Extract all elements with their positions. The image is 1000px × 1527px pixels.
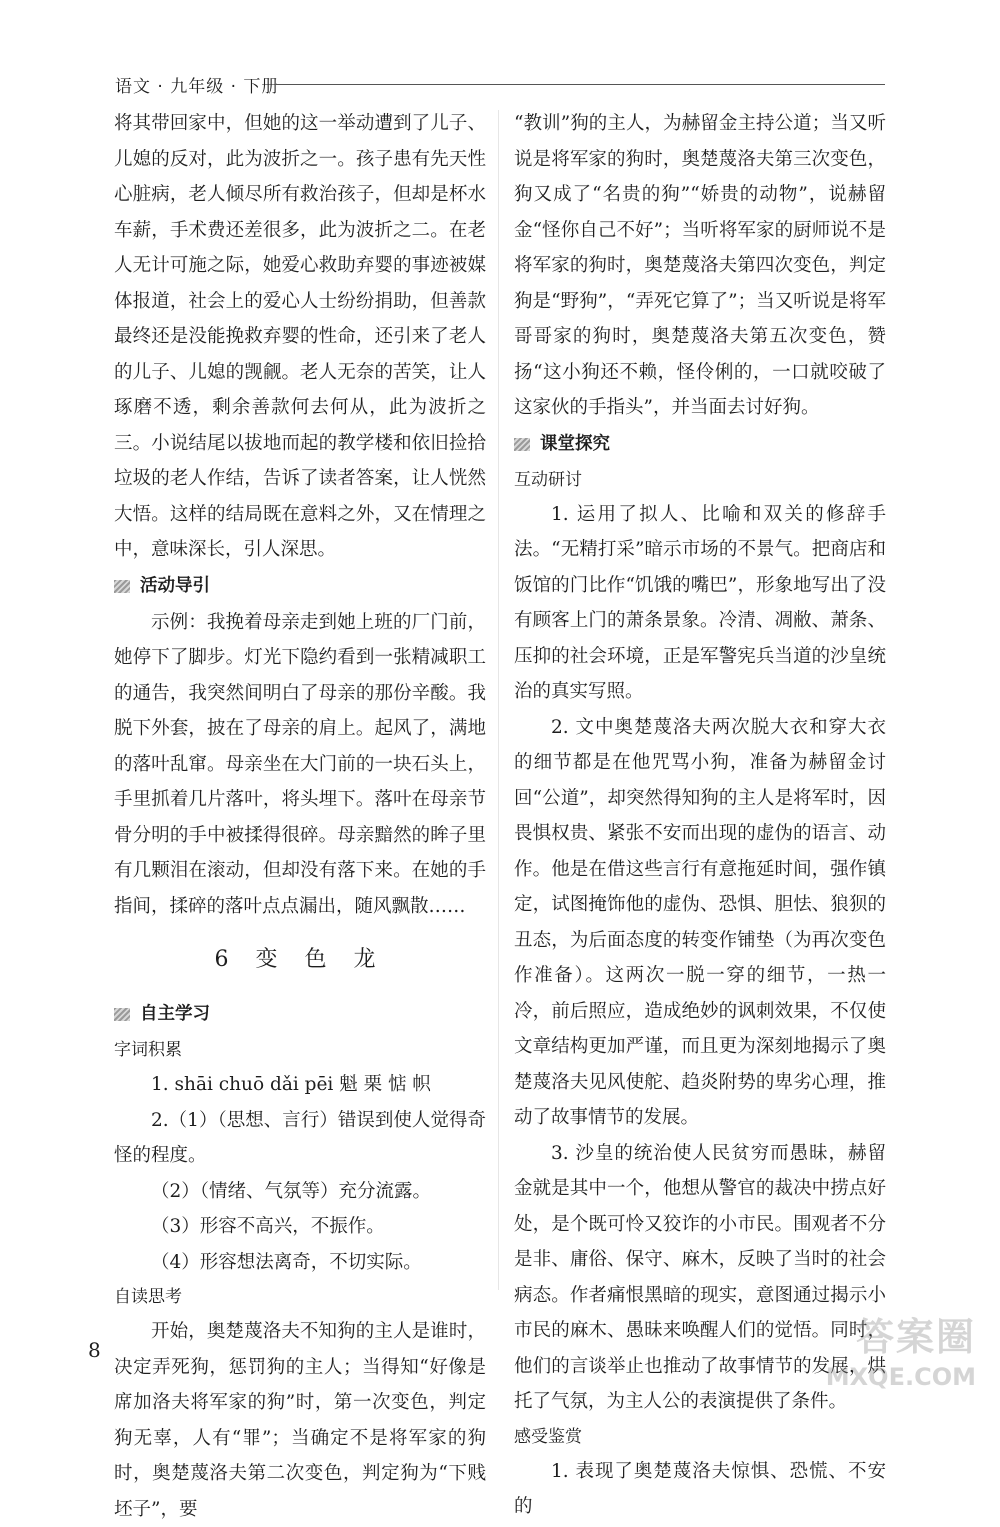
- column-divider: [498, 110, 499, 1290]
- activity-heading: [114, 568, 486, 605]
- watermark-url: MXQE.COM: [825, 1363, 976, 1391]
- watermark-logo: 答案圈: [855, 1315, 976, 1359]
- class-heading: [514, 426, 886, 463]
- discussion-item: 1. 运用了拟人、比喻和双关的修辞手法。“无精打采”暗示市场的不景气。把商店和饭馆的门比作“饥饿的嘴巴”，形象地写出了没有顾客上门的萧条景象。冷清、凋敝、萧条、压抑的社会环境，正是军警宪兵当道的沙皇统治的真实写照。: [514, 503, 886, 702]
- left-column: [114, 106, 486, 1520]
- page-number: 8: [88, 1338, 101, 1362]
- reading-paragraph: 开始，奥楚蔑洛夫不知狗的主人是谁时，决定弄死狗，惩罚狗的主人；当得知“好像是席加洛夫将军家的狗”时，第一次变色，判定狗无辜，人有“罪”；当确定不是将军家的狗时，奥楚蔑洛夫第二次变色，判定狗为“下贱坯子”，要: [114, 1321, 486, 1520]
- class-heading-label: 课堂探究: [540, 433, 610, 454]
- header-title: 语文 · 九年级 · 下册: [115, 77, 280, 97]
- watermark: [806, 1312, 976, 1396]
- continued-paragraph: “教训”狗的主人，为赫留金主持公道；当又听说是将军家的狗时，奥楚蔑洛夫第三次变色，狗又成了“名贵的狗”“娇贵的动物”，说赫留金“怪你自己不好”；当听将军家的厨师说不是将军家的狗时，奥楚蔑洛夫第四次变色，判定狗是“野狗”，“弄死它算了”；当又听说是将军哥哥家的狗时，奥楚蔑洛夫第五次变色，赞扬“这小狗还不赖，怪伶俐的，一口就咬破了这家伙的手指头”，并当面去讨好狗。: [514, 113, 886, 418]
- activity-heading-label: 活动导引: [140, 575, 210, 596]
- vocab-item: 2.（1）（思想、言行）错误到使人觉得奇怪的程度。: [114, 1109, 486, 1166]
- activity-paragraph: 示例：我挽着母亲走到她上班的厂门前，她停下了脚步。灯光下隐约看到一张精减职工的通告，我突然间明白了母亲的那份辛酸。我脱下外套，披在了母亲的肩上。起风了，满地的落叶乱窜。母亲坐在大门前的一块石头上，手里抓着几片落叶，将头埋下。落叶在母亲节骨分明的手中被揉得很碎。母亲黯然的眸子里有几颗泪在滚动，但却没有落下来。在她的手指间，揉碎的落叶点点漏出，随风飘散……: [114, 611, 486, 917]
- section-marker-icon: [114, 1008, 130, 1021]
- section-marker-icon: [114, 580, 130, 593]
- page-header: [115, 70, 885, 100]
- right-column: [514, 106, 886, 1517]
- discussion-item: 3. 沙皇的统治使人民贫穷而愚昧，赫留金就是其中一个，他想从警官的裁决中捞点好处，是个既可怜又狡诈的小市民。围观者不分是非、庸俗、保守、麻木，反映了当时的社会病态。作者痛恨黑暗的现实，意图通过揭示小市民的麻木、愚昧来唤醒人们的觉悟。同时，他们的言谈举止也推动了故事情节的发展，烘托了气氛，为主人公的表演提供了条件。: [514, 1142, 886, 1412]
- discussion-heading: 互动研讨: [514, 469, 582, 490]
- vocab-item: （3）形容不高兴，不振作。: [151, 1216, 385, 1237]
- reading-heading: 自读思考: [114, 1287, 182, 1307]
- appreciation-heading: 感受鉴赏: [514, 1426, 582, 1447]
- vocab-item: （4）形容想法离奇，不切实际。: [151, 1251, 422, 1273]
- vocab-heading: 字词积累: [114, 1040, 182, 1060]
- intro-paragraph: 将其带回家中，但她的这一举动遭到了儿子、儿媳的反对，此为波折之一。孩子患有先天性心脏病，老人倾尽所有救治孩子，但却是杯水车薪，手术费还差很多，此为波折之二。在老人无计可施之际，她爱心救助弃婴的事迹被媒体报道，社会上的爱心人士纷纷捐助，但善款最终还是没能挽救弃婴的性命，还引来了老人的儿子、儿媳的觊觎。老人无奈的苦笑，让人琢磨不透，剩余善款何去何从，此为波折之三。小说结尾以拔地而起的教学楼和依旧捡拾垃圾的老人作结，告诉了读者答案，让人恍然大悟。这样的结局既在意料之外，又在情理之中，意味深长，引人深思。: [114, 113, 486, 560]
- lesson-title: 6 变 色 龙: [214, 947, 386, 972]
- vocab-item: （2）（情绪、气氛等）充分流露。: [151, 1180, 432, 1202]
- self-study-heading: [114, 996, 486, 1033]
- vocab-item: 1. shāi chuō dǎi pēi 魁 栗 惦 帜: [151, 1074, 431, 1095]
- discussion-item: 2. 文中奥楚蔑洛夫两次脱大衣和穿大衣的细节都是在他咒骂小狗，准备为赫留金讨回“公道”，却突然得知狗的主人是将军时，因畏惧权贵、紧张不安而出现的虚伪的语言、动作。他是在借这些言行有意拖延时间，强作镇定，试图掩饰他的虚伪、恐惧、胆怯、狼狈的丑态，为后面态度的转变作铺垫（为再次变色作准备）。这两次一脱一穿的细节，一热一冷，前后照应，造成绝妙的讽刺效果，不仅使文章结构更加严谨，而且更为深刻地揭示了奥楚蔑洛夫见风使舵、趋炎附势的卑劣心理，推动了故事情节的发展。: [514, 716, 886, 1128]
- self-study-heading-label: 自主学习: [140, 1004, 210, 1024]
- header-rule: [275, 84, 885, 85]
- appreciation-item: 1. 表现了奥楚蔑洛夫惊惧、恐慌、不安的: [514, 1460, 886, 1517]
- section-marker-icon: [514, 438, 530, 451]
